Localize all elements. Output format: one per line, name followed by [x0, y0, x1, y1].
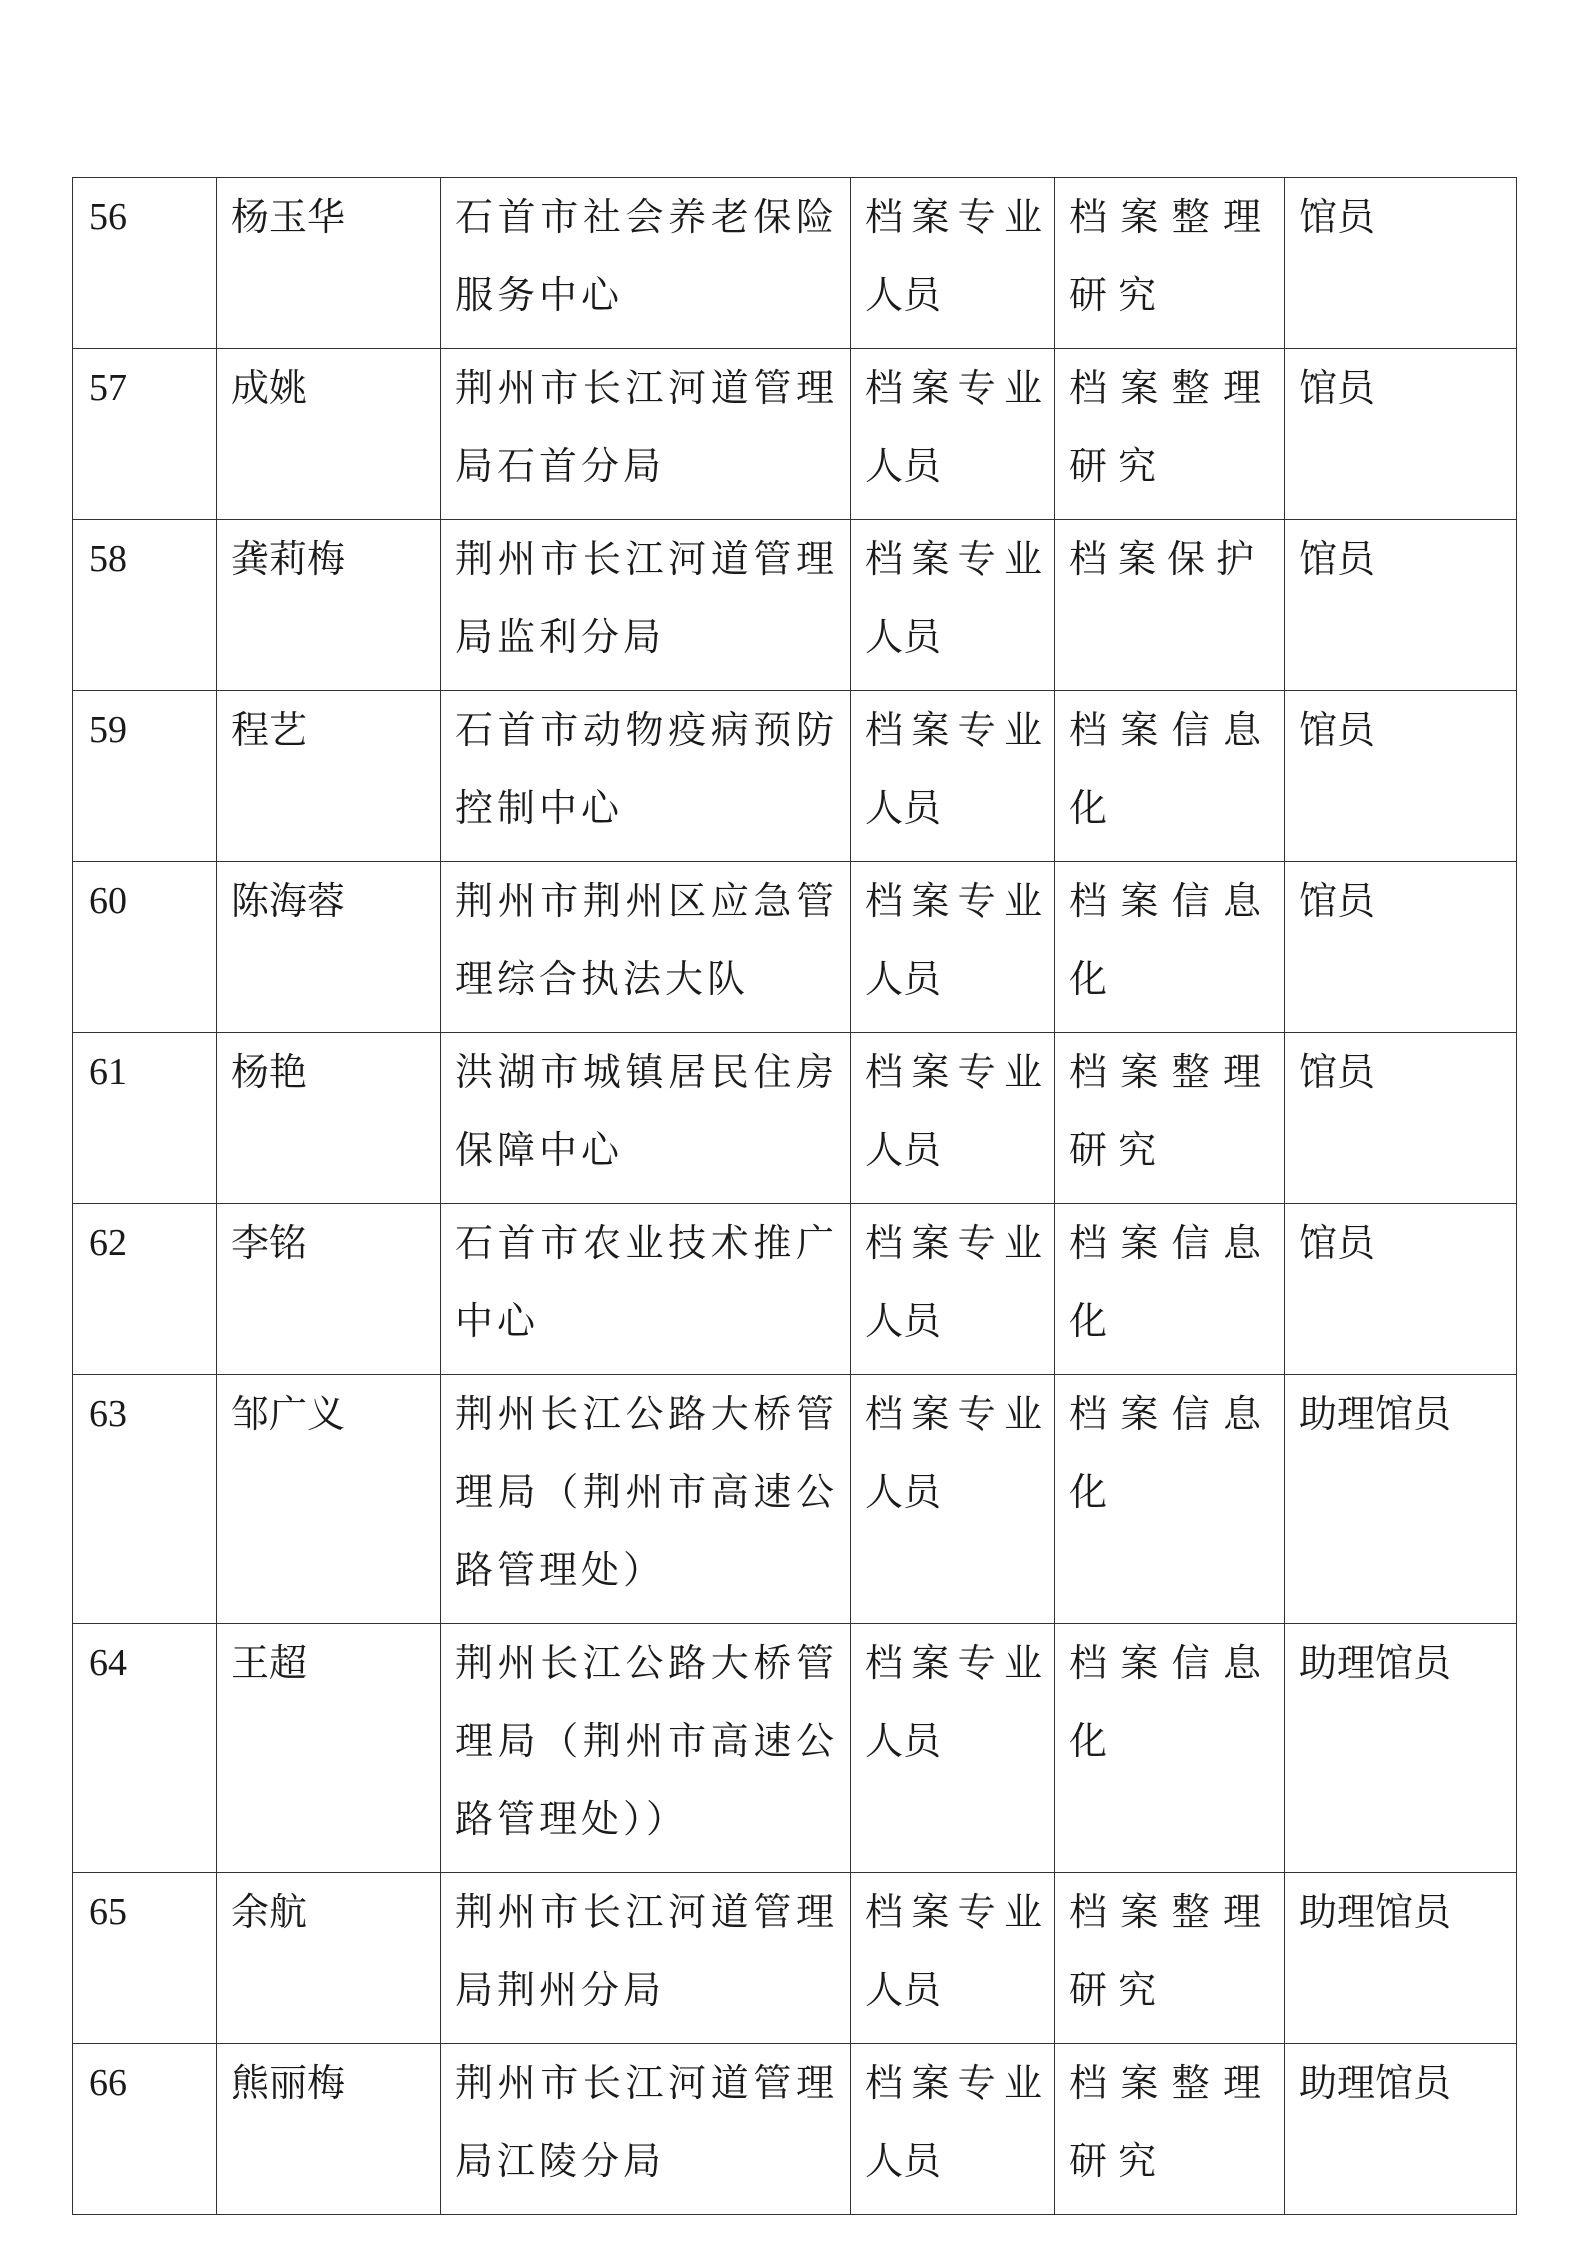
person-name-text: 成姚 — [231, 366, 308, 410]
professional-title-text: 助理馆员 — [1299, 2061, 1452, 2105]
row-number-text: 65 — [89, 1891, 127, 1933]
row-number-cell — [73, 520, 217, 691]
person-name-text: 杨艳 — [231, 1050, 308, 1094]
person-name-cell — [217, 349, 441, 520]
professional-title-cell — [1285, 1204, 1517, 1375]
row-number-cell — [73, 1204, 217, 1375]
professional-title-text: 馆员 — [1299, 708, 1376, 752]
work-unit-text: 荆州长江公路大桥管理局（荆州市高速公路管理处）） — [455, 1641, 838, 1841]
specialty-field-text: 档案信息化 — [1069, 1641, 1272, 1763]
row-number-cell — [73, 1624, 217, 1873]
work-unit-cell — [441, 2044, 851, 2215]
professional-title-cell — [1285, 1624, 1517, 1873]
person-name-cell — [217, 1375, 441, 1624]
row-number-text: 62 — [89, 1222, 127, 1264]
personnel-category-text: 档案专业人员 — [865, 1050, 1042, 1172]
specialty-field-cell — [1055, 349, 1285, 520]
personnel-category-cell — [851, 1873, 1055, 2044]
work-unit-cell — [441, 1873, 851, 2044]
row-number-text: 58 — [89, 538, 127, 580]
specialty-field-cell — [1055, 691, 1285, 862]
work-unit-text: 石首市社会养老保险服务中心 — [455, 195, 838, 317]
row-number-text: 63 — [89, 1393, 127, 1435]
person-name-text: 李铭 — [231, 1221, 308, 1265]
personnel-category-text: 档案专业人员 — [865, 2061, 1042, 2183]
professional-title-cell — [1285, 1873, 1517, 2044]
table-row — [73, 520, 1517, 691]
work-unit-text: 石首市动物疫病预防控制中心 — [455, 708, 838, 830]
work-unit-text: 荆州长江公路大桥管理局（荆州市高速公路管理处） — [455, 1392, 838, 1592]
professional-title-text: 馆员 — [1299, 879, 1376, 923]
specialty-field-text: 档案整理研究 — [1069, 366, 1272, 488]
personnel-category-text: 档案专业人员 — [865, 879, 1042, 1001]
professional-title-text: 馆员 — [1299, 537, 1376, 581]
personnel-category-cell — [851, 1375, 1055, 1624]
professional-title-cell — [1285, 691, 1517, 862]
specialty-field-cell — [1055, 1204, 1285, 1375]
professional-title-cell — [1285, 2044, 1517, 2215]
personnel-category-text: 档案专业人员 — [865, 195, 1042, 317]
personnel-category-text: 档案专业人员 — [865, 537, 1042, 659]
specialty-field-cell — [1055, 2044, 1285, 2215]
professional-title-cell — [1285, 178, 1517, 349]
row-number-cell — [73, 349, 217, 520]
work-unit-text: 洪湖市城镇居民住房保障中心 — [455, 1050, 838, 1172]
professional-title-text: 助理馆员 — [1299, 1641, 1452, 1685]
person-name-cell — [217, 1624, 441, 1873]
personnel-category-text: 档案专业人员 — [865, 1392, 1042, 1514]
work-unit-text: 荆州市长江河道管理局石首分局 — [455, 366, 838, 488]
row-number-cell — [73, 691, 217, 862]
personnel-category-text: 档案专业人员 — [865, 708, 1042, 830]
specialty-field-cell — [1055, 1033, 1285, 1204]
specialty-field-text: 档案整理研究 — [1069, 195, 1272, 317]
table-row — [73, 1375, 1517, 1624]
work-unit-text: 荆州市长江河道管理局荆州分局 — [455, 1890, 838, 2012]
specialty-field-text: 档案信息化 — [1069, 1221, 1272, 1343]
personnel-category-cell — [851, 349, 1055, 520]
person-name-cell — [217, 862, 441, 1033]
row-number-text: 59 — [89, 709, 127, 751]
specialty-field-text: 档案整理研究 — [1069, 1050, 1272, 1172]
personnel-category-cell — [851, 520, 1055, 691]
personnel-category-text: 档案专业人员 — [865, 1641, 1042, 1763]
person-name-text: 陈海蓉 — [231, 879, 346, 923]
professional-title-text: 助理馆员 — [1299, 1392, 1452, 1436]
row-number-cell — [73, 1033, 217, 1204]
professional-title-text: 助理馆员 — [1299, 1890, 1452, 1934]
row-number-cell — [73, 2044, 217, 2215]
personnel-category-cell — [851, 691, 1055, 862]
work-unit-cell — [441, 349, 851, 520]
specialty-field-text: 档案信息化 — [1069, 879, 1272, 1001]
specialty-field-cell — [1055, 862, 1285, 1033]
personnel-category-cell — [851, 862, 1055, 1033]
table-row — [73, 1624, 1517, 1873]
personnel-category-cell — [851, 1204, 1055, 1375]
professional-title-text: 馆员 — [1299, 366, 1376, 410]
specialty-field-cell — [1055, 178, 1285, 349]
professional-title-cell — [1285, 1375, 1517, 1624]
table-row — [73, 1873, 1517, 2044]
person-name-text: 龚莉梅 — [231, 537, 346, 581]
row-number-text: 56 — [89, 196, 127, 238]
specialty-field-text: 档案整理研究 — [1069, 1890, 1272, 2012]
work-unit-cell — [441, 520, 851, 691]
roster-table — [72, 177, 1517, 2215]
specialty-field-cell — [1055, 520, 1285, 691]
personnel-category-cell — [851, 1033, 1055, 1204]
roster-table-body — [73, 178, 1517, 2215]
table-row — [73, 1204, 1517, 1375]
work-unit-text: 荆州市长江河道管理局江陵分局 — [455, 2061, 838, 2183]
personnel-category-text: 档案专业人员 — [865, 1221, 1042, 1343]
table-row — [73, 2044, 1517, 2215]
professional-title-cell — [1285, 520, 1517, 691]
table-row — [73, 862, 1517, 1033]
professional-title-cell — [1285, 862, 1517, 1033]
row-number-cell — [73, 862, 217, 1033]
person-name-cell — [217, 1204, 441, 1375]
work-unit-cell — [441, 178, 851, 349]
table-row — [73, 691, 1517, 862]
person-name-text: 邹广义 — [231, 1392, 346, 1436]
personnel-category-cell — [851, 2044, 1055, 2215]
person-name-cell — [217, 691, 441, 862]
professional-title-text: 馆员 — [1299, 195, 1376, 239]
work-unit-cell — [441, 1204, 851, 1375]
person-name-cell — [217, 520, 441, 691]
work-unit-cell — [441, 1033, 851, 1204]
specialty-field-cell — [1055, 1873, 1285, 2044]
specialty-field-text: 档案保护 — [1069, 537, 1266, 581]
row-number-cell — [73, 1873, 217, 2044]
work-unit-cell — [441, 691, 851, 862]
work-unit-text: 石首市农业技术推广中心 — [455, 1221, 838, 1343]
personnel-category-cell — [851, 178, 1055, 349]
person-name-text: 程艺 — [231, 708, 308, 752]
professional-title-text: 馆员 — [1299, 1221, 1376, 1265]
specialty-field-text: 档案整理研究 — [1069, 2061, 1272, 2183]
person-name-text: 杨玉华 — [231, 195, 346, 239]
work-unit-cell — [441, 862, 851, 1033]
specialty-field-text: 档案信息化 — [1069, 1392, 1272, 1514]
person-name-cell — [217, 1033, 441, 1204]
person-name-cell — [217, 1873, 441, 2044]
work-unit-cell — [441, 1624, 851, 1873]
personnel-category-text: 档案专业人员 — [865, 1890, 1042, 2012]
person-name-text: 余航 — [231, 1890, 308, 1934]
work-unit-text: 荆州市长江河道管理局监利分局 — [455, 537, 838, 659]
professional-title-cell — [1285, 349, 1517, 520]
row-number-text: 64 — [89, 1642, 127, 1684]
person-name-cell — [217, 2044, 441, 2215]
table-row — [73, 178, 1517, 349]
person-name-text: 熊丽梅 — [231, 2061, 346, 2105]
row-number-text: 61 — [89, 1051, 127, 1093]
person-name-text: 王超 — [231, 1641, 308, 1685]
row-number-text: 60 — [89, 880, 127, 922]
specialty-field-cell — [1055, 1375, 1285, 1624]
professional-title-cell — [1285, 1033, 1517, 1204]
personnel-category-cell — [851, 1624, 1055, 1873]
row-number-cell — [73, 178, 217, 349]
work-unit-text: 荆州市荆州区应急管理综合执法大队 — [455, 879, 838, 1001]
table-row — [73, 349, 1517, 520]
row-number-cell — [73, 1375, 217, 1624]
specialty-field-cell — [1055, 1624, 1285, 1873]
table-row — [73, 1033, 1517, 1204]
personnel-category-text: 档案专业人员 — [865, 366, 1042, 488]
person-name-cell — [217, 178, 441, 349]
row-number-text: 66 — [89, 2062, 127, 2104]
row-number-text: 57 — [89, 367, 127, 409]
work-unit-cell — [441, 1375, 851, 1624]
specialty-field-text: 档案信息化 — [1069, 708, 1272, 830]
professional-title-text: 馆员 — [1299, 1050, 1376, 1094]
